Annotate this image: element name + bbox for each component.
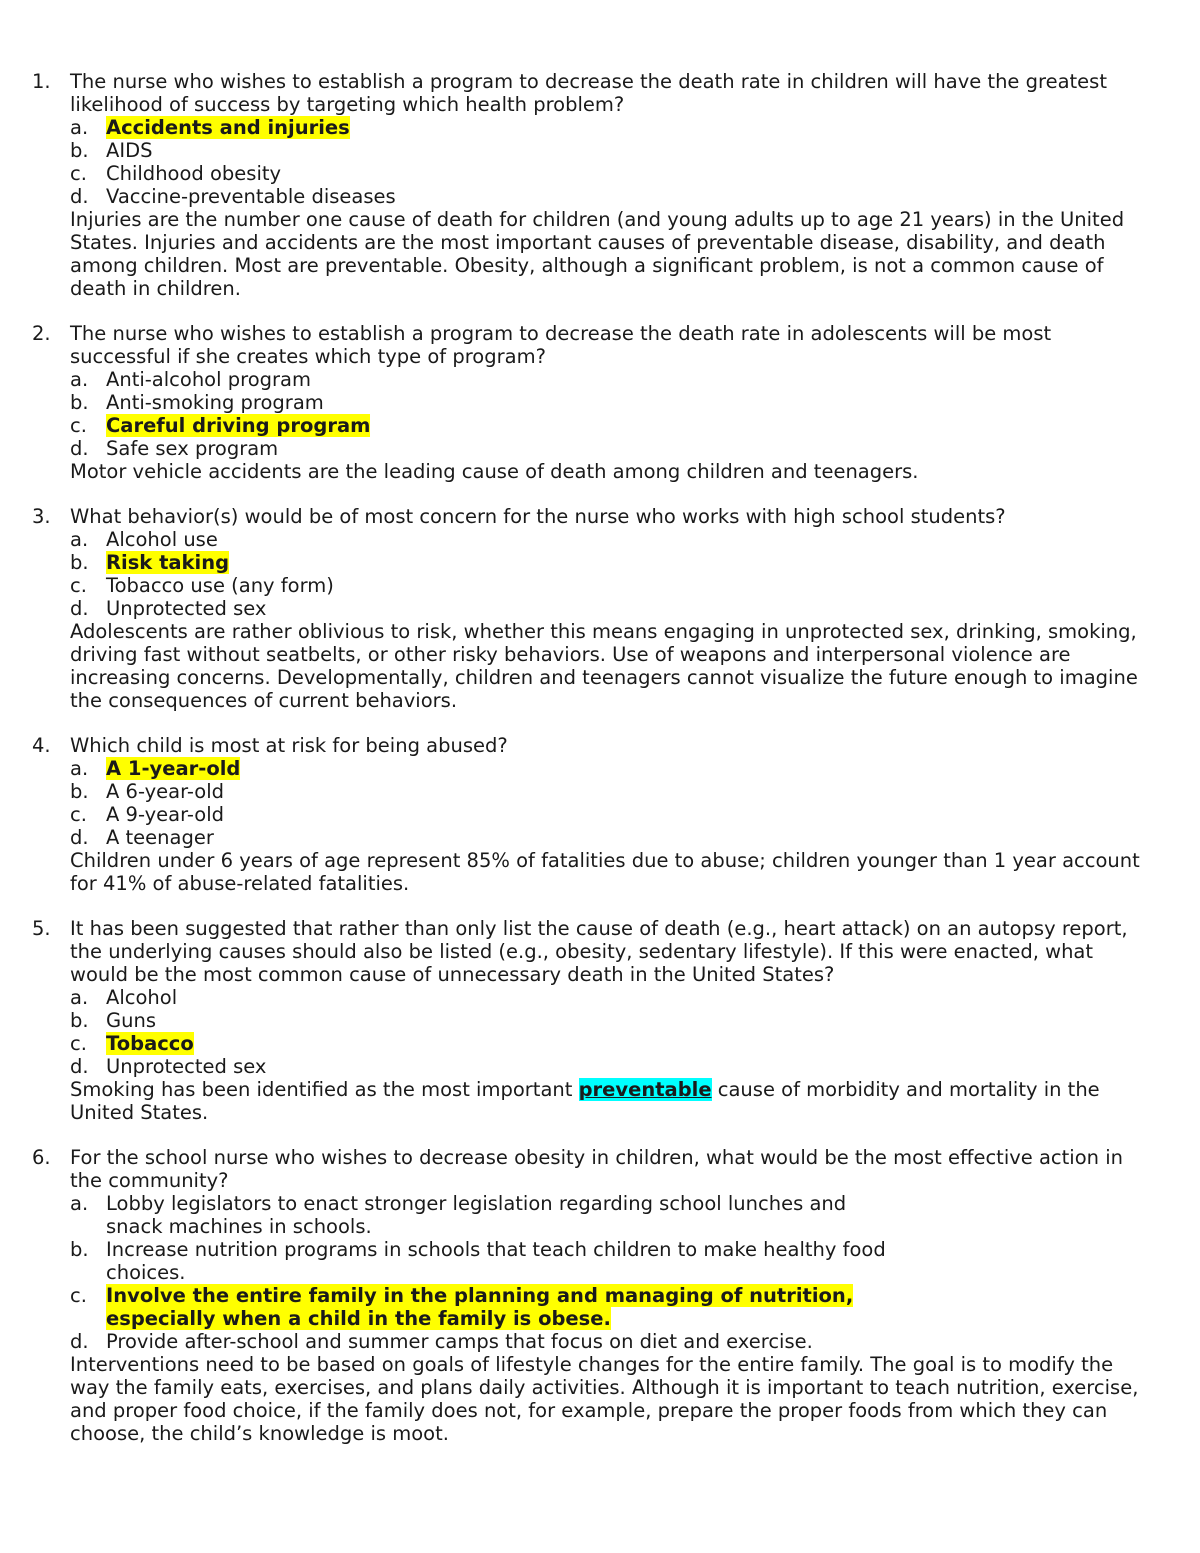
explanation-text-before: Smoking has been identified as the most important: [70, 1078, 579, 1101]
option-a: [70, 757, 1200, 780]
option-text: AIDS: [106, 139, 153, 162]
option-letter: b.: [70, 1009, 89, 1032]
option-letter: a.: [70, 528, 89, 551]
option-letter: d.: [70, 1055, 89, 1078]
option-text: Lobby legislators to enact stronger legislation regarding school lunches and snack machines in schools.: [106, 1192, 847, 1238]
option-text: Increase nutrition programs in schools that teach children to make healthy food choices.: [106, 1238, 886, 1284]
question-text: What behavior(s) would be of most concern for the nurse who works with high school students?: [70, 505, 1006, 528]
option-letter: c.: [70, 574, 87, 597]
explanation-text-after: cause of morbidity and mortality in the United States.: [70, 1078, 1100, 1124]
option-a: [70, 368, 1200, 391]
explanation: Adolescents are rather oblivious to risk, whether this means engaging in unprotected sex, drinking, smoking, driving fast without seatbelts, or other risky behaviors. Use of weapons and interpersonal violence are increasing concerns. Developmentally, children and teenagers cannot visualize the future enough to imagine the consequences of current behaviors.: [70, 620, 1138, 712]
correct-answer-text: Tobacco: [106, 1032, 194, 1055]
explanation: Motor vehicle accidents are the leading cause of death among children and teenagers.: [70, 460, 919, 483]
question-5: [0, 917, 1200, 1124]
option-c: [70, 162, 1200, 185]
option-letter: c.: [70, 1032, 87, 1055]
option-text: A 6-year-old: [106, 780, 225, 803]
option-text: Guns: [106, 1009, 156, 1032]
option-d: [70, 826, 1200, 849]
correct-answer-text: Risk taking: [106, 551, 230, 574]
option-c: [70, 1032, 1200, 1055]
option-text: Anti-alcohol program: [106, 368, 311, 391]
option-letter: d.: [70, 597, 89, 620]
explanation: Children under 6 years of age represent 85% of fatalities due to abuse; children younger than 1 year account for 41% of abuse-related fatalities.: [70, 849, 1140, 895]
option-b: [70, 1009, 1200, 1032]
option-letter: b.: [70, 391, 89, 414]
option-d: [70, 437, 1200, 460]
option-c: [70, 414, 1200, 437]
option-letter: d.: [70, 826, 89, 849]
option-letter: c.: [70, 414, 87, 437]
explanation: [70, 1078, 1155, 1124]
question-1: [0, 70, 1200, 300]
option-letter: b.: [70, 139, 89, 162]
option-letter: d.: [70, 437, 89, 460]
option-text: Childhood obesity: [106, 162, 282, 185]
question-number: 6.: [32, 1146, 51, 1169]
question-text: For the school nurse who wishes to decrease obesity in children, what would be the most effective action in the community?: [70, 1146, 1123, 1192]
option-b: [70, 1238, 1200, 1284]
option-b: [70, 780, 1200, 803]
option-letter: c.: [70, 162, 87, 185]
option-text: A teenager: [106, 826, 214, 849]
question-4: [0, 734, 1200, 895]
explanation: Interventions need to be based on goals of lifestyle changes for the entire family. The goal is to modify the way the family eats, exercises, and plans daily activities. Although it is important to teach nutrition, exercise, and proper food choice, if the family does not, for example, prepare the proper foods from which they can choose, the child’s knowledge is moot.: [70, 1353, 1139, 1445]
option-text: Safe sex program: [106, 437, 279, 460]
question-6: [0, 1146, 1200, 1445]
option-b: [70, 391, 1200, 414]
question-number: 4.: [32, 734, 51, 757]
correct-answer-text: Careful driving program: [106, 414, 371, 437]
option-d: [70, 597, 1200, 620]
option-c: [70, 803, 1200, 826]
option-letter: b.: [70, 1238, 89, 1261]
option-letter: d.: [70, 185, 89, 208]
option-letter: c.: [70, 803, 87, 826]
option-c: [70, 1284, 1200, 1330]
question-3: [0, 505, 1200, 712]
question-text: The nurse who wishes to establish a program to decrease the death rate in adolescents will be most successful if she creates which type of program?: [70, 322, 1052, 368]
document-page: [0, 70, 1200, 1467]
option-d: [70, 185, 1200, 208]
option-text: Vaccine-preventable diseases: [106, 185, 396, 208]
option-text: Alcohol: [106, 986, 178, 1009]
option-letter: a.: [70, 1192, 89, 1215]
option-text: Unprotected sex: [106, 597, 267, 620]
option-letter: a.: [70, 368, 89, 391]
option-a: [70, 986, 1200, 1009]
question-text: Which child is most at risk for being abused?: [70, 734, 508, 757]
option-text: Anti-smoking program: [106, 391, 324, 414]
option-letter: a.: [70, 986, 89, 1009]
option-letter: a.: [70, 116, 89, 139]
question-number: 1.: [32, 70, 51, 93]
correct-answer-text: Accidents and injuries: [106, 116, 350, 139]
question-text: The nurse who wishes to establish a program to decrease the death rate in children will have the greatest likelihood of success by targeting which health problem?: [70, 70, 1107, 116]
option-letter: a.: [70, 757, 89, 780]
option-a: [70, 1192, 1200, 1238]
correct-answer-text: Involve the entire family in the planning and managing of nutrition, especially when a child in the family is obese.: [106, 1284, 854, 1330]
highlighted-keyword: preventable: [578, 1078, 712, 1101]
option-a: [70, 528, 1200, 551]
question-2: [0, 322, 1200, 483]
option-letter: c.: [70, 1284, 87, 1307]
question-number: 5.: [32, 917, 51, 940]
option-c: [70, 574, 1200, 597]
option-d: [70, 1330, 1200, 1353]
question-number: 2.: [32, 322, 51, 345]
option-text: Alcohol use: [106, 528, 218, 551]
option-letter: b.: [70, 780, 89, 803]
option-text: Tobacco use (any form): [106, 574, 334, 597]
option-text: A 9-year-old: [106, 803, 225, 826]
explanation: Injuries are the number one cause of death for children (and young adults up to age 21 years) in the United States. Injuries and accidents are the most important causes of preventable disease, disability, and death among children. Most are preventable. Obesity, although a significant problem, is not a common cause of death in children.: [70, 208, 1125, 300]
correct-answer-text: A 1-year-old: [106, 757, 241, 780]
option-b: [70, 551, 1200, 574]
option-text: Provide after-school and summer camps that focus on diet and exercise.: [106, 1330, 813, 1353]
option-a: [70, 116, 1200, 139]
question-number: 3.: [32, 505, 51, 528]
option-d: [70, 1055, 1200, 1078]
question-text: It has been suggested that rather than only list the cause of death (e.g., heart attack) on an autopsy report, the underlying causes should also be listed (e.g., obesity, sedentary lifestyle). If this were enacted, what would be the most common cause of unnecessary death in the United States?: [70, 917, 1128, 986]
option-letter: d.: [70, 1330, 89, 1353]
option-text: Unprotected sex: [106, 1055, 267, 1078]
option-letter: b.: [70, 551, 89, 574]
option-b: [70, 139, 1200, 162]
